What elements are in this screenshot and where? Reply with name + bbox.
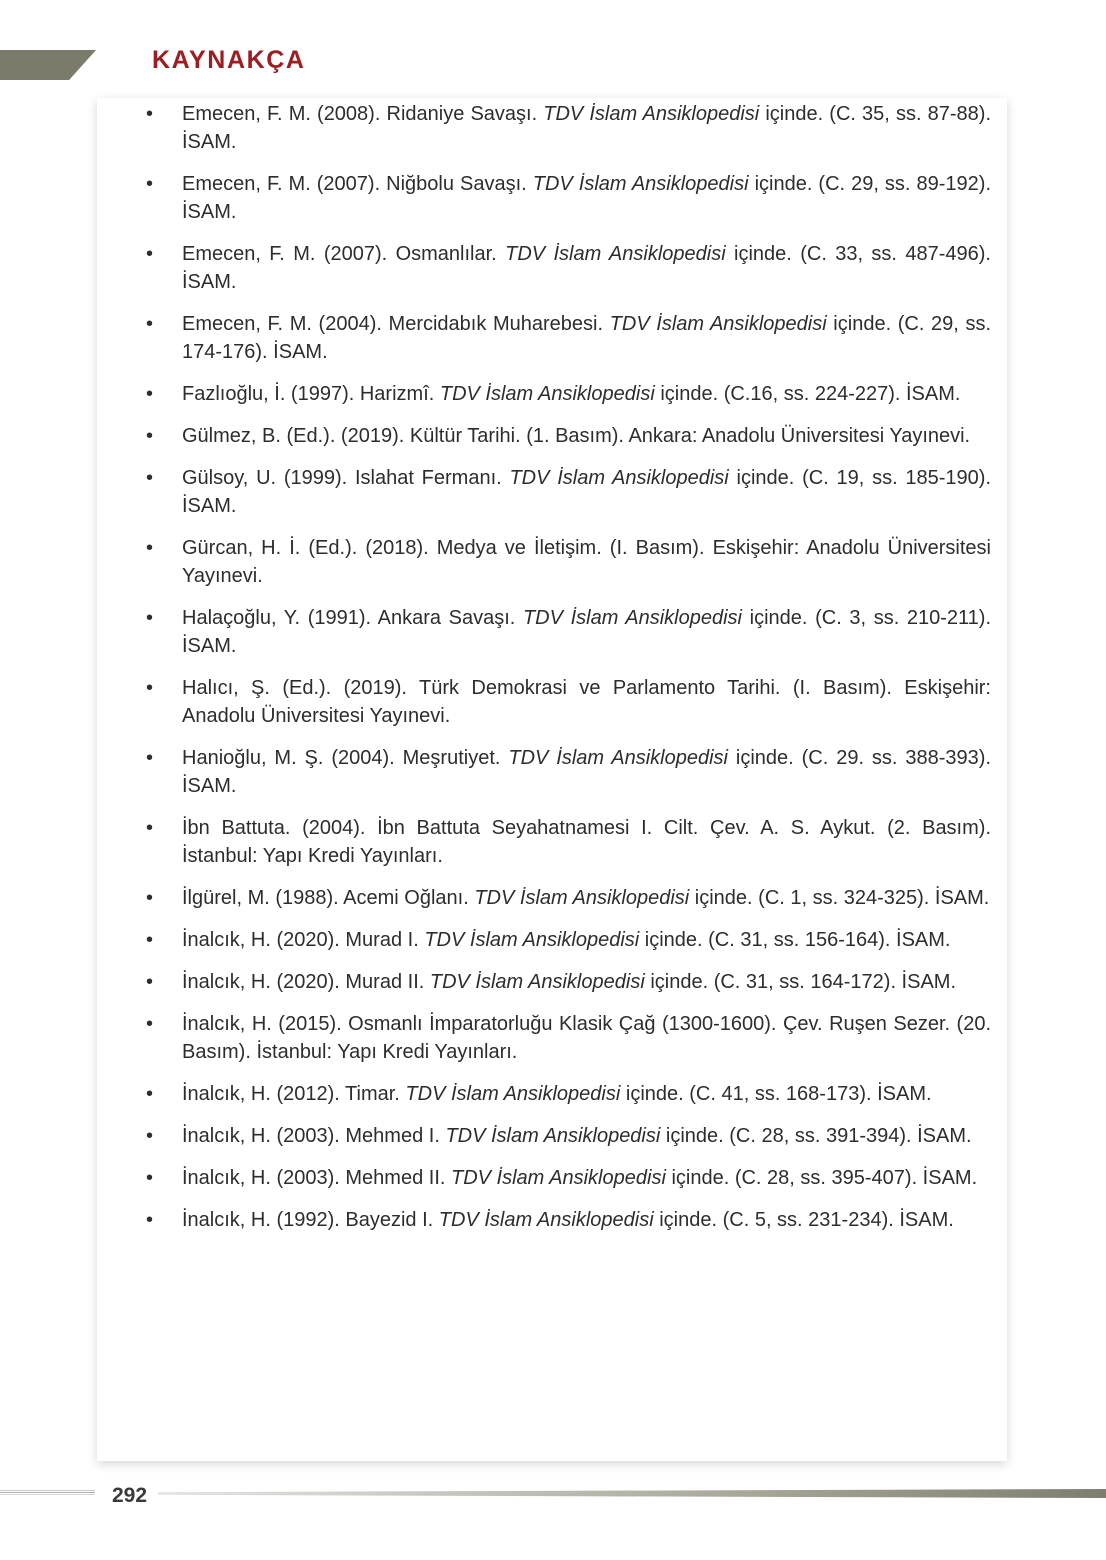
reference-item <box>146 1010 991 1066</box>
reference-source-title: TDV İslam Ansiklopedisi <box>522 607 743 629</box>
reference-text: Halıcı, Ş. (Ed.). (2019). Türk Demokrasi ve Parlamento Tarihi. (I. Basım). Eskişehir: Anadolu Üniversitesi Yayınevi. <box>182 677 991 727</box>
bullet-icon: • <box>146 173 154 195</box>
reference-text: İnalcık, H. (2020). Murad II. <box>182 971 430 993</box>
reference-details: içinde. (C. 41, ss. 168-173). İSAM. <box>620 1083 932 1105</box>
reference-text: İbn Battuta. (2004). İbn Battuta Seyahatnamesi I. Cilt. Çev. A. S. Aykut. (2. Basım). İstanbul: Yapı Kredi Yayınları. <box>182 817 991 867</box>
reference-source-title: TDV İslam Ansiklopedisi <box>508 747 728 769</box>
reference-item <box>146 240 991 296</box>
reference-text: İnalcık, H. (2003). Mehmed II. <box>182 1167 451 1189</box>
reference-details: içinde. (C.16, ss. 224-227). İSAM. <box>654 383 961 405</box>
reference-details: içinde. (C. 33, ss. 487-496). İSAM. <box>182 243 991 293</box>
reference-text: Emecen, F. M. (2004). Mercidabık Muharebesi. <box>182 313 610 335</box>
reference-text: Gülsoy, U. (1999). Islahat Fermanı. <box>182 467 510 489</box>
reference-text: Emecen, F. M. (2007). Niğbolu Savaşı. <box>182 173 533 195</box>
bullet-icon: • <box>146 467 154 489</box>
reference-details: içinde. (C. 29, ss. 89-192). İSAM. <box>182 173 992 223</box>
reference-item <box>146 744 992 800</box>
reference-source-title: TDV İslam Ansiklopedisi <box>439 383 655 405</box>
reference-text: Emecen, F. M. (2008). Ridaniye Savaşı. <box>182 103 544 125</box>
reference-details: içinde. (C. 1, ss. 324-325). İSAM. <box>689 887 990 909</box>
footer-rule-right <box>158 1489 1106 1498</box>
reference-source-title: TDV İslam Ansiklopedisi <box>405 1083 621 1105</box>
reference-list <box>146 100 992 1248</box>
bullet-icon: • <box>146 1167 154 1189</box>
reference-source-title: TDV İslam Ansiklopedisi <box>429 971 645 993</box>
reference-source-title: TDV İslam Ansiklopedisi <box>609 313 827 335</box>
bullet-icon: • <box>146 1013 154 1035</box>
reference-details: içinde. (C. 29, ss. 174-176). İSAM. <box>182 313 992 363</box>
reference-text: İnalcık, H. (2012). Timar. <box>182 1083 406 1105</box>
reference-text: Gülmez, B. (Ed.). (2019). Kültür Tarihi. (1. Basım). Ankara: Anadolu Üniversitesi Yayınevi. <box>182 425 971 447</box>
bullet-icon: • <box>146 971 154 993</box>
bullet-icon: • <box>146 1083 154 1105</box>
reference-item <box>146 464 992 520</box>
header-decoration-tab <box>0 50 96 80</box>
reference-source-title: TDV İslam Ansiklopedisi <box>438 1209 654 1231</box>
bullet-icon: • <box>146 537 154 559</box>
reference-item <box>146 814 991 870</box>
reference-item <box>146 1206 991 1234</box>
footer-rule-left <box>0 1490 95 1496</box>
reference-item <box>146 534 991 590</box>
reference-source-title: TDV İslam Ansiklopedisi <box>543 103 760 125</box>
reference-item <box>146 604 992 660</box>
reference-details: içinde. (C. 35, ss. 87-88). İSAM. <box>182 103 991 153</box>
reference-item <box>146 170 992 226</box>
reference-text: İnalcık, H. (2020). Murad I. <box>182 929 425 951</box>
reference-item <box>146 100 991 156</box>
reference-text: Emecen, F. M. (2007). Osmanlılar. <box>182 243 506 265</box>
reference-item <box>146 310 992 366</box>
page-number: 292 <box>112 1484 148 1507</box>
reference-details: içinde. (C. 31, ss. 164-172). İSAM. <box>644 971 957 993</box>
reference-text: İnalcık, H. (2015). Osmanlı İmparatorluğu Klasik Çağ (1300-1600). Çev. Ruşen Sezer. (20. Basım). İstanbul: Yapı Kredi Yayınları. <box>182 1013 991 1063</box>
bullet-icon: • <box>146 313 154 335</box>
bullet-icon: • <box>146 607 154 629</box>
reference-item <box>146 926 991 954</box>
bullet-icon: • <box>146 103 154 125</box>
reference-text: İlgürel, M. (1988). Acemi Oğlanı. <box>182 887 475 909</box>
reference-item <box>146 968 991 996</box>
bullet-icon: • <box>146 817 154 839</box>
reference-item <box>146 422 991 450</box>
reference-source-title: TDV İslam Ansiklopedisi <box>424 929 640 951</box>
bullet-icon: • <box>146 243 154 265</box>
reference-source-title: TDV İslam Ansiklopedisi <box>505 243 726 265</box>
reference-details: içinde. (C. 19, ss. 185-190). İSAM. <box>182 467 992 517</box>
bullet-icon: • <box>146 747 154 769</box>
reference-text: Gürcan, H. İ. (Ed.). (2018). Medya ve İletişim. (I. Basım). Eskişehir: Anadolu Üniversitesi Yayınevi. <box>182 537 991 587</box>
reference-text: İnalcık, H. (1992). Bayezid I. <box>182 1209 439 1231</box>
bullet-icon: • <box>146 425 154 447</box>
reference-text: Halaçoğlu, Y. (1991). Ankara Savaşı. <box>182 607 523 629</box>
bullet-icon: • <box>146 1209 154 1231</box>
reference-details: içinde. (C. 5, ss. 231-234). İSAM. <box>653 1209 954 1231</box>
reference-details: içinde. (C. 31, ss. 156-164). İSAM. <box>639 929 951 951</box>
reference-details: içinde. (C. 28, ss. 391-394). İSAM. <box>660 1125 972 1147</box>
reference-details: içinde. (C. 28, ss. 395-407). İSAM. <box>665 1167 978 1189</box>
reference-details: içinde. (C. 3, ss. 210-211). İSAM. <box>182 607 992 657</box>
reference-text: Hanioğlu, M. Ş. (2004). Meşrutiyet. <box>182 747 509 769</box>
reference-source-title: TDV İslam Ansiklopedisi <box>532 173 749 195</box>
reference-item <box>146 380 991 408</box>
reference-item <box>146 674 991 730</box>
reference-item <box>146 884 991 912</box>
reference-item <box>146 1080 991 1108</box>
bullet-icon: • <box>146 677 154 699</box>
section-title: KAYNAKÇA <box>152 46 306 74</box>
reference-item <box>146 1122 991 1150</box>
reference-text: İnalcık, H. (2003). Mehmed I. <box>182 1125 446 1147</box>
reference-details: içinde. (C. 29. ss. 388-393). İSAM. <box>182 747 992 797</box>
bullet-icon: • <box>146 929 154 951</box>
reference-source-title: TDV İslam Ansiklopedisi <box>474 887 690 909</box>
reference-source-title: TDV İslam Ansiklopedisi <box>445 1125 661 1147</box>
reference-source-title: TDV İslam Ansiklopedisi <box>451 1167 666 1189</box>
bullet-icon: • <box>146 887 154 909</box>
reference-item <box>146 1164 991 1192</box>
bullet-icon: • <box>146 383 154 405</box>
reference-source-title: TDV İslam Ansiklopedisi <box>509 467 729 489</box>
reference-text: Fazlıoğlu, İ. (1997). Harizmî. <box>182 383 440 405</box>
bullet-icon: • <box>146 1125 154 1147</box>
